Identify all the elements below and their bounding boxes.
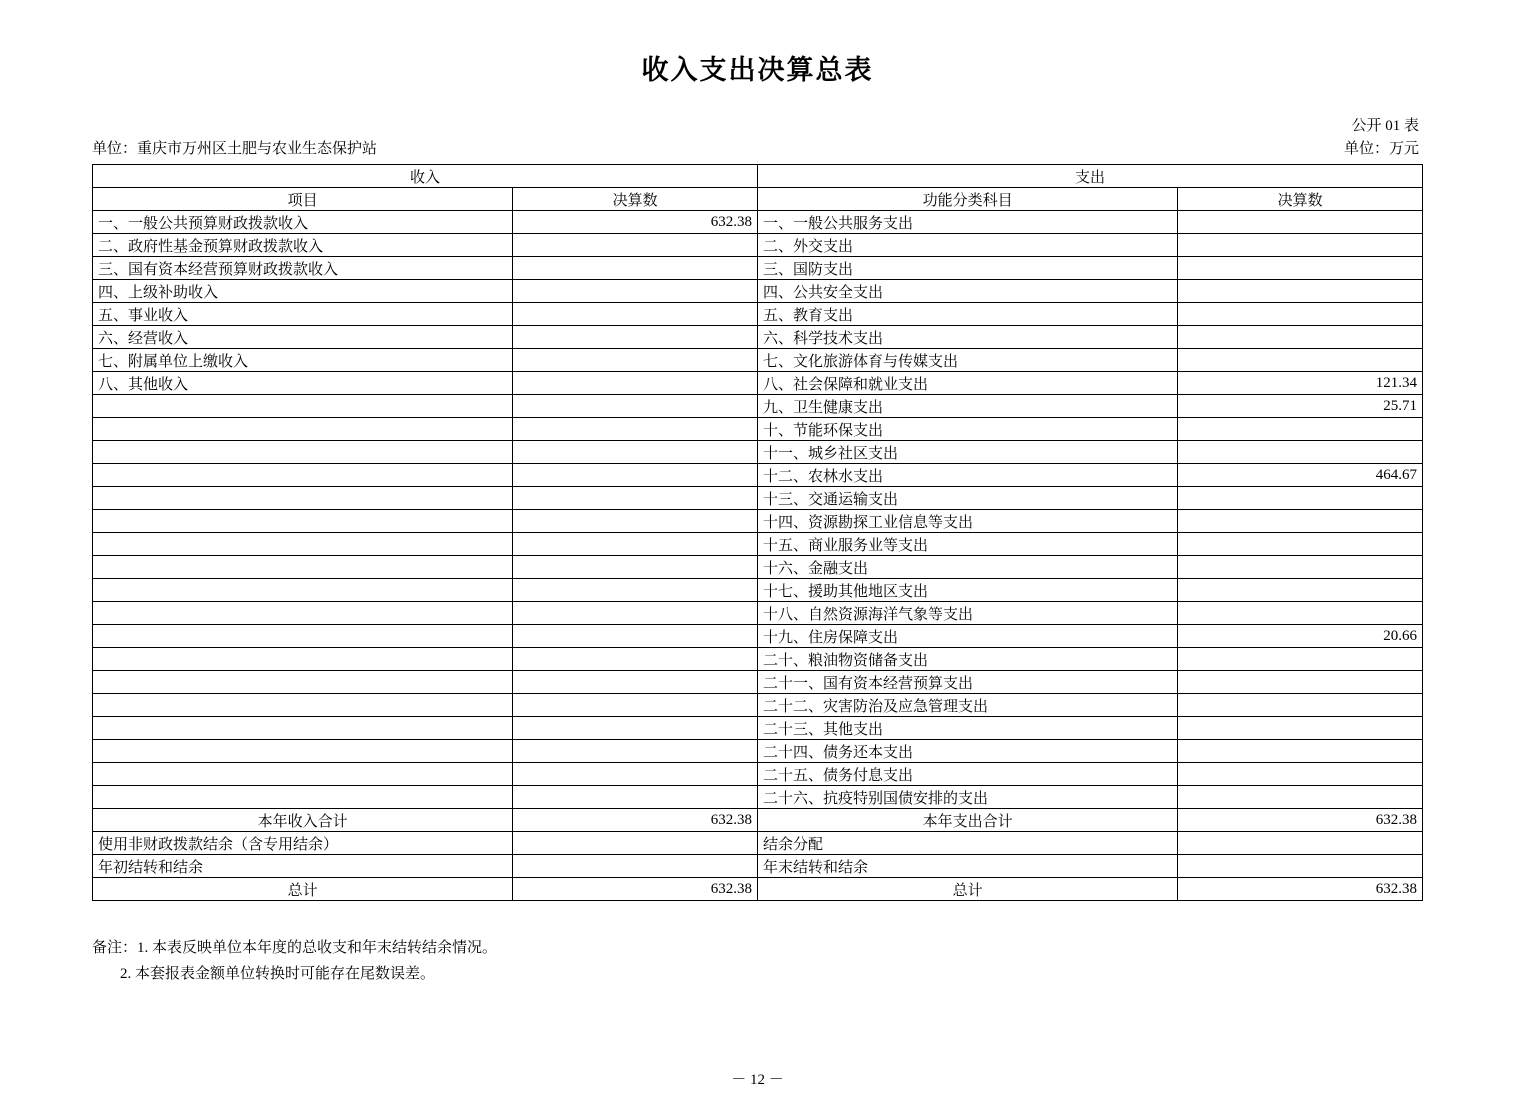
income-item-label: 八、其他收入 <box>93 372 513 395</box>
summary-income-value: 632.38 <box>513 878 758 901</box>
expenditure-item-label: 十一、城乡社区支出 <box>757 441 1177 464</box>
table-row <box>93 418 1423 441</box>
table-row <box>93 786 1423 809</box>
summary-expenditure-label: 本年支出合计 <box>757 809 1177 832</box>
expenditure-item-label: 三、国防支出 <box>757 257 1177 280</box>
income-item-label: 三、国有资本经营预算财政拨款收入 <box>93 257 513 280</box>
income-item-value <box>513 487 758 510</box>
table-row <box>93 487 1423 510</box>
expenditure-item-value <box>1178 694 1423 717</box>
income-item-label <box>93 671 513 694</box>
expenditure-item-value <box>1178 326 1423 349</box>
income-item-label <box>93 418 513 441</box>
income-item-label <box>93 717 513 740</box>
expenditure-item-value <box>1178 303 1423 326</box>
expenditure-item-value: 464.67 <box>1178 464 1423 487</box>
table-row <box>93 533 1423 556</box>
income-item-label <box>93 694 513 717</box>
expenditure-item-value <box>1178 648 1423 671</box>
income-item-label <box>93 441 513 464</box>
expenditure-item-label: 十八、自然资源海洋气象等支出 <box>757 602 1177 625</box>
table-summary-row <box>93 809 1423 832</box>
expenditure-item-label: 七、文化旅游体育与传媒支出 <box>757 349 1177 372</box>
expenditure-item-label: 十七、援助其他地区支出 <box>757 579 1177 602</box>
expenditure-item-label: 八、社会保障和就业支出 <box>757 372 1177 395</box>
summary-expenditure-value <box>1178 855 1423 878</box>
table-row <box>93 257 1423 280</box>
summary-income-label: 本年收入合计 <box>93 809 513 832</box>
expenditure-item-value <box>1178 441 1423 464</box>
expenditure-item-label: 二十五、债务付息支出 <box>757 763 1177 786</box>
income-item-label <box>93 579 513 602</box>
summary-expenditure-label: 结余分配 <box>757 832 1177 855</box>
income-item-value <box>513 326 758 349</box>
expenditure-item-value <box>1178 717 1423 740</box>
expenditure-item-label: 六、科学技术支出 <box>757 326 1177 349</box>
table-row <box>93 280 1423 303</box>
table-row <box>93 349 1423 372</box>
income-item-value <box>513 372 758 395</box>
income-item-value <box>513 786 758 809</box>
income-item-value <box>513 740 758 763</box>
income-item-value: 632.38 <box>513 211 758 234</box>
income-item-label <box>93 740 513 763</box>
income-item-label: 四、上级补助收入 <box>93 280 513 303</box>
table-row <box>93 211 1423 234</box>
column-header-income-item: 项目 <box>93 188 513 211</box>
income-item-value <box>513 579 758 602</box>
note-line-2: 2. 本套报表金额单位转换时可能存在尾数误差。 <box>120 966 436 983</box>
table-row <box>93 602 1423 625</box>
table-summary-row <box>93 855 1423 878</box>
summary-expenditure-label: 总计 <box>757 878 1177 901</box>
expenditure-item-value: 121.34 <box>1178 372 1423 395</box>
income-item-value <box>513 763 758 786</box>
expenditure-item-label: 二十、粮油物资储备支出 <box>757 648 1177 671</box>
expenditure-item-label: 二十一、国有资本经营预算支出 <box>757 671 1177 694</box>
expenditure-item-label: 十四、资源勘探工业信息等支出 <box>757 510 1177 533</box>
table-row <box>93 556 1423 579</box>
income-item-value <box>513 418 758 441</box>
table-row <box>93 395 1423 418</box>
expenditure-item-value: 20.66 <box>1178 625 1423 648</box>
income-item-label <box>93 763 513 786</box>
income-item-value <box>513 349 758 372</box>
table-row <box>93 326 1423 349</box>
summary-expenditure-label: 年末结转和结余 <box>757 855 1177 878</box>
table-summary-row <box>93 878 1423 901</box>
table-summary-row <box>93 832 1423 855</box>
income-item-label: 六、经营收入 <box>93 326 513 349</box>
income-item-label <box>93 487 513 510</box>
income-item-label <box>93 556 513 579</box>
table-row <box>93 303 1423 326</box>
table-row <box>93 763 1423 786</box>
expenditure-item-value <box>1178 763 1423 786</box>
expenditure-item-label: 二十二、灾害防治及应急管理支出 <box>757 694 1177 717</box>
document-page <box>0 48 1515 1117</box>
expenditure-item-label: 十五、商业服务业等支出 <box>757 533 1177 556</box>
expenditure-item-label: 十三、交通运输支出 <box>757 487 1177 510</box>
summary-income-value <box>513 855 758 878</box>
expenditure-item-value <box>1178 257 1423 280</box>
summary-income-label: 总计 <box>93 878 513 901</box>
summary-income-value <box>513 832 758 855</box>
expenditure-item-value <box>1178 786 1423 809</box>
summary-income-label: 使用非财政拨款结余（含专用结余） <box>93 832 513 855</box>
column-header-expenditure-amount: 决算数 <box>1178 188 1423 211</box>
income-item-value <box>513 533 758 556</box>
income-item-label <box>93 533 513 556</box>
expenditure-item-label: 二十三、其他支出 <box>757 717 1177 740</box>
expenditure-item-value <box>1178 740 1423 763</box>
expenditure-item-value <box>1178 602 1423 625</box>
summary-income-value: 632.38 <box>513 809 758 832</box>
column-header-income-amount: 决算数 <box>513 188 758 211</box>
expenditure-item-value <box>1178 556 1423 579</box>
expenditure-item-value <box>1178 579 1423 602</box>
income-item-label: 一、一般公共预算财政拨款收入 <box>93 211 513 234</box>
page-number: － 12 － <box>731 1072 784 1088</box>
expenditure-item-label: 四、公共安全支出 <box>757 280 1177 303</box>
summary-expenditure-value: 632.38 <box>1178 809 1423 832</box>
expenditure-item-value <box>1178 349 1423 372</box>
expenditure-item-label: 二十六、抗疫特别国债安排的支出 <box>757 786 1177 809</box>
table-row <box>93 579 1423 602</box>
expenditure-item-label: 十九、住房保障支出 <box>757 625 1177 648</box>
income-item-value <box>513 694 758 717</box>
income-item-value <box>513 717 758 740</box>
expenditure-item-label: 十二、农林水支出 <box>757 464 1177 487</box>
expenditure-item-label: 二十四、债务还本支出 <box>757 740 1177 763</box>
income-item-value <box>513 395 758 418</box>
summary-income-label: 年初结转和结余 <box>93 855 513 878</box>
income-item-label <box>93 510 513 533</box>
expenditure-item-value <box>1178 234 1423 257</box>
income-item-value <box>513 280 758 303</box>
income-item-value <box>513 602 758 625</box>
expenditure-item-value <box>1178 487 1423 510</box>
income-item-value <box>513 625 758 648</box>
income-item-label <box>93 625 513 648</box>
expenditure-item-value <box>1178 671 1423 694</box>
income-item-label <box>93 648 513 671</box>
expenditure-item-label: 十、节能环保支出 <box>757 418 1177 441</box>
income-item-value <box>513 303 758 326</box>
column-header-expenditure-item: 功能分类科目 <box>757 188 1177 211</box>
table-row <box>93 671 1423 694</box>
income-item-value <box>513 464 758 487</box>
amount-unit: 单位：万元 <box>1343 141 1419 157</box>
income-item-label <box>93 602 513 625</box>
income-item-value <box>513 556 758 579</box>
form-number: 公开 01 表 <box>1351 118 1419 134</box>
table-row <box>93 372 1423 395</box>
income-item-label <box>93 786 513 809</box>
expenditure-item-value <box>1178 211 1423 234</box>
income-item-label <box>93 464 513 487</box>
income-item-value <box>513 671 758 694</box>
income-item-value <box>513 234 758 257</box>
income-item-value <box>513 441 758 464</box>
income-item-value <box>513 257 758 280</box>
table-row <box>93 717 1423 740</box>
income-item-value <box>513 510 758 533</box>
expenditure-item-value: 25.71 <box>1178 395 1423 418</box>
expenditure-item-value <box>1178 510 1423 533</box>
expenditure-item-value <box>1178 418 1423 441</box>
table-row <box>93 464 1423 487</box>
income-item-value <box>513 648 758 671</box>
income-item-label: 七、附属单位上缴收入 <box>93 349 513 372</box>
table-section-header-row <box>93 165 1423 188</box>
note-line-1: 备注：1. 本表反映单位本年度的总收支和年末结转结余情况。 <box>92 940 498 956</box>
income-item-label: 五、事业收入 <box>93 303 513 326</box>
table-row <box>93 441 1423 464</box>
summary-expenditure-value <box>1178 832 1423 855</box>
table-row <box>93 234 1423 257</box>
expenditure-item-label: 二、外交支出 <box>757 234 1177 257</box>
section-header-income: 收入 <box>93 165 758 188</box>
expenditure-item-label: 九、卫生健康支出 <box>757 395 1177 418</box>
expenditure-item-value <box>1178 280 1423 303</box>
expenditure-item-value <box>1178 533 1423 556</box>
table-row <box>93 625 1423 648</box>
section-header-expenditure: 支出 <box>757 165 1422 188</box>
table-column-header-row <box>93 188 1423 211</box>
table-row <box>93 510 1423 533</box>
expenditure-item-label: 五、教育支出 <box>757 303 1177 326</box>
budget-table <box>92 164 1423 901</box>
table-row <box>93 740 1423 763</box>
expenditure-item-label: 一、一般公共服务支出 <box>757 211 1177 234</box>
unit-name: 单位：重庆市万州区土肥与农业生态保护站 <box>92 141 378 157</box>
income-item-label <box>93 395 513 418</box>
notes-block <box>92 935 1423 988</box>
expenditure-item-label: 十六、金融支出 <box>757 556 1177 579</box>
income-item-label: 二、政府性基金预算财政拨款收入 <box>93 234 513 257</box>
table-row <box>93 648 1423 671</box>
page-title: 收入支出决算总表 <box>641 55 874 85</box>
meta-row <box>92 137 1423 158</box>
table-row <box>93 694 1423 717</box>
summary-expenditure-value: 632.38 <box>1178 878 1423 901</box>
